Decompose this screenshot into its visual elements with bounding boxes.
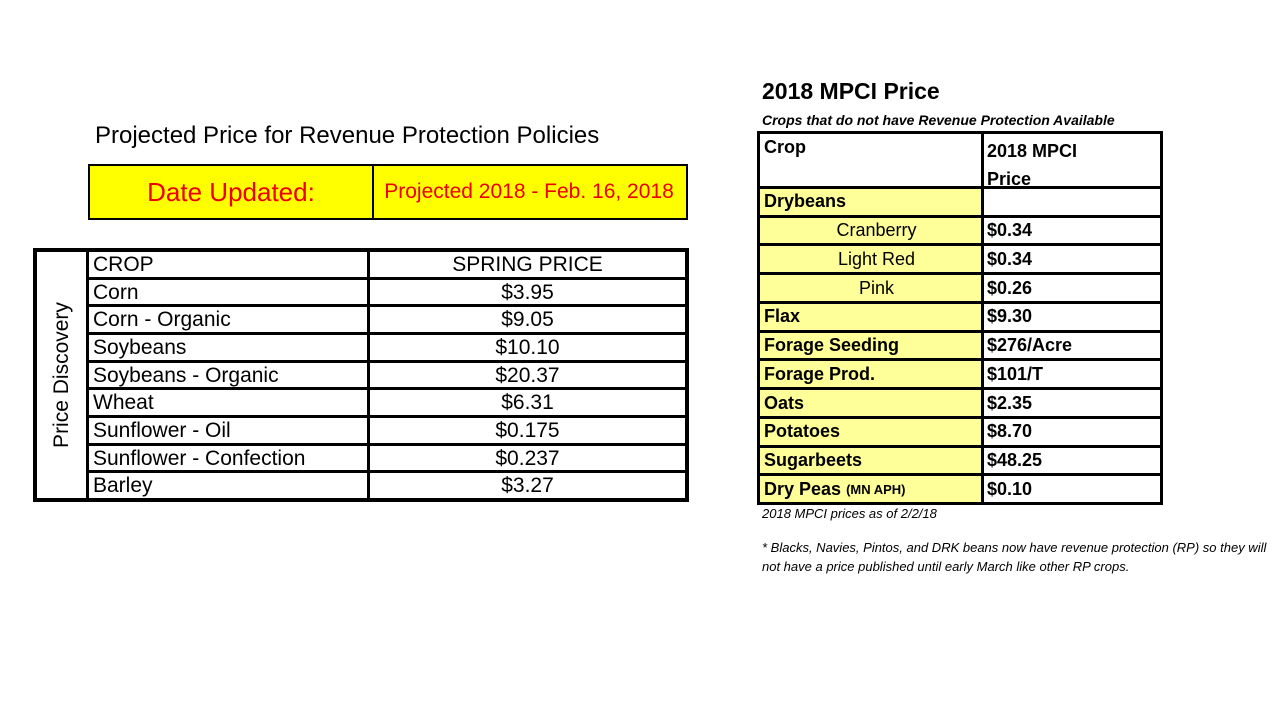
crop-price: $9.05 — [501, 308, 554, 332]
crop-name: Forage Prod. — [760, 361, 984, 387]
projected-price-title: Projected Price for Revenue Protection Policies — [95, 122, 600, 149]
crop-name: Barley — [89, 473, 370, 498]
crop-name: Oats — [760, 390, 984, 416]
crop-name-cell — [760, 476, 984, 502]
spring-price-grid — [89, 252, 685, 498]
table-row — [760, 218, 1160, 247]
table-row — [89, 307, 685, 335]
crop-price: $2.35 — [987, 392, 1033, 413]
crop-price: $0.237 — [495, 446, 560, 470]
crop-name: Soybeans — [89, 335, 370, 360]
crop-note: (MN APH) — [846, 481, 906, 497]
crop-price: $0.34 — [987, 220, 1033, 241]
spring-price-table — [33, 248, 689, 502]
crop-price: $3.95 — [501, 280, 554, 304]
revenue-protection-footnote: * Blacks, Navies, Pintos, and DRK beans now have revenue protection (RP) so they will not have a price published until early March like other RP crops. — [762, 540, 1267, 574]
crop-name: Sunflower - Confection — [89, 446, 370, 471]
crop-price: $20.37 — [495, 363, 560, 387]
crop-name: Forage Seeding — [760, 333, 984, 359]
crop-price: $9.30 — [987, 306, 1033, 327]
crop-name: Soybeans - Organic — [89, 363, 370, 388]
table-row — [760, 189, 1160, 218]
crop-price: $0.34 — [987, 248, 1033, 269]
crop-name: Wheat — [89, 390, 370, 415]
crop-price: $0.175 — [495, 418, 560, 442]
mpci-price-table — [757, 131, 1163, 505]
crop-price: $48.25 — [987, 449, 1043, 470]
mpci-price-header-line-1: 2018 MPCI — [987, 141, 1078, 161]
crop-price: $276/Acre — [987, 335, 1073, 356]
crop-name: Sugarbeets — [760, 448, 984, 474]
crop-name: Corn — [89, 280, 370, 305]
table-row — [760, 304, 1160, 333]
crop-price: $3.27 — [501, 474, 554, 498]
crop-name: Corn - Organic — [89, 307, 370, 332]
crop-name: Cranberry — [760, 218, 984, 244]
mpci-price-title: 2018 MPCI Price — [762, 78, 940, 104]
mpci-price-subtitle: Crops that do not have Revenue Protection Available — [762, 112, 1115, 128]
crop-name: Drybeans — [760, 189, 984, 215]
mpci-as-of-note: 2018 MPCI prices as of 2/2/18 — [762, 506, 937, 521]
date-updated-value: Projected 2018 - Feb. 16, 2018 — [384, 180, 674, 203]
crop-price: $0.26 — [987, 277, 1033, 298]
table-row — [760, 361, 1160, 390]
table-row — [89, 363, 685, 391]
crop-price — [984, 189, 1160, 215]
table-row — [89, 335, 685, 363]
date-updated-label: Date Updated: — [90, 166, 374, 218]
crop-name: Sunflower - Oil — [89, 418, 370, 443]
mpci-price-rows — [760, 189, 1160, 502]
crop-name: Light Red — [760, 246, 984, 272]
spring-price-column-header: SPRING PRICE — [452, 252, 603, 276]
crop-price: $0.10 — [987, 478, 1033, 499]
table-header-row — [760, 134, 1160, 189]
crop-price: $8.70 — [987, 421, 1033, 442]
table-row — [89, 280, 685, 308]
mpci-price-header-line-2: Price — [987, 169, 1032, 189]
crop-price: $10.10 — [495, 335, 560, 359]
crop-name: Pink — [760, 275, 984, 301]
table-row — [760, 246, 1160, 275]
crop-name: Potatoes — [760, 419, 984, 445]
table-row — [89, 446, 685, 474]
crop-price: $101/T — [987, 363, 1044, 384]
date-updated-box — [88, 164, 688, 220]
table-header-row — [89, 252, 685, 280]
mpci-price-column-header — [984, 134, 1160, 189]
table-row — [760, 275, 1160, 304]
table-row — [760, 448, 1160, 477]
crop-name: Dry Peas — [764, 478, 842, 499]
table-row — [760, 390, 1160, 419]
crop-column-header: Crop — [760, 134, 984, 186]
table-row — [89, 390, 685, 418]
table-row — [760, 333, 1160, 362]
crop-price: $6.31 — [501, 391, 554, 415]
table-row — [89, 418, 685, 446]
table-row — [760, 476, 1160, 502]
price-discovery-label-cell — [37, 252, 89, 498]
table-row — [760, 419, 1160, 448]
price-discovery-label: Price Discovery — [49, 302, 73, 448]
table-row — [89, 473, 685, 498]
crop-column-header: CROP — [89, 252, 370, 277]
crop-name: Flax — [760, 304, 984, 330]
